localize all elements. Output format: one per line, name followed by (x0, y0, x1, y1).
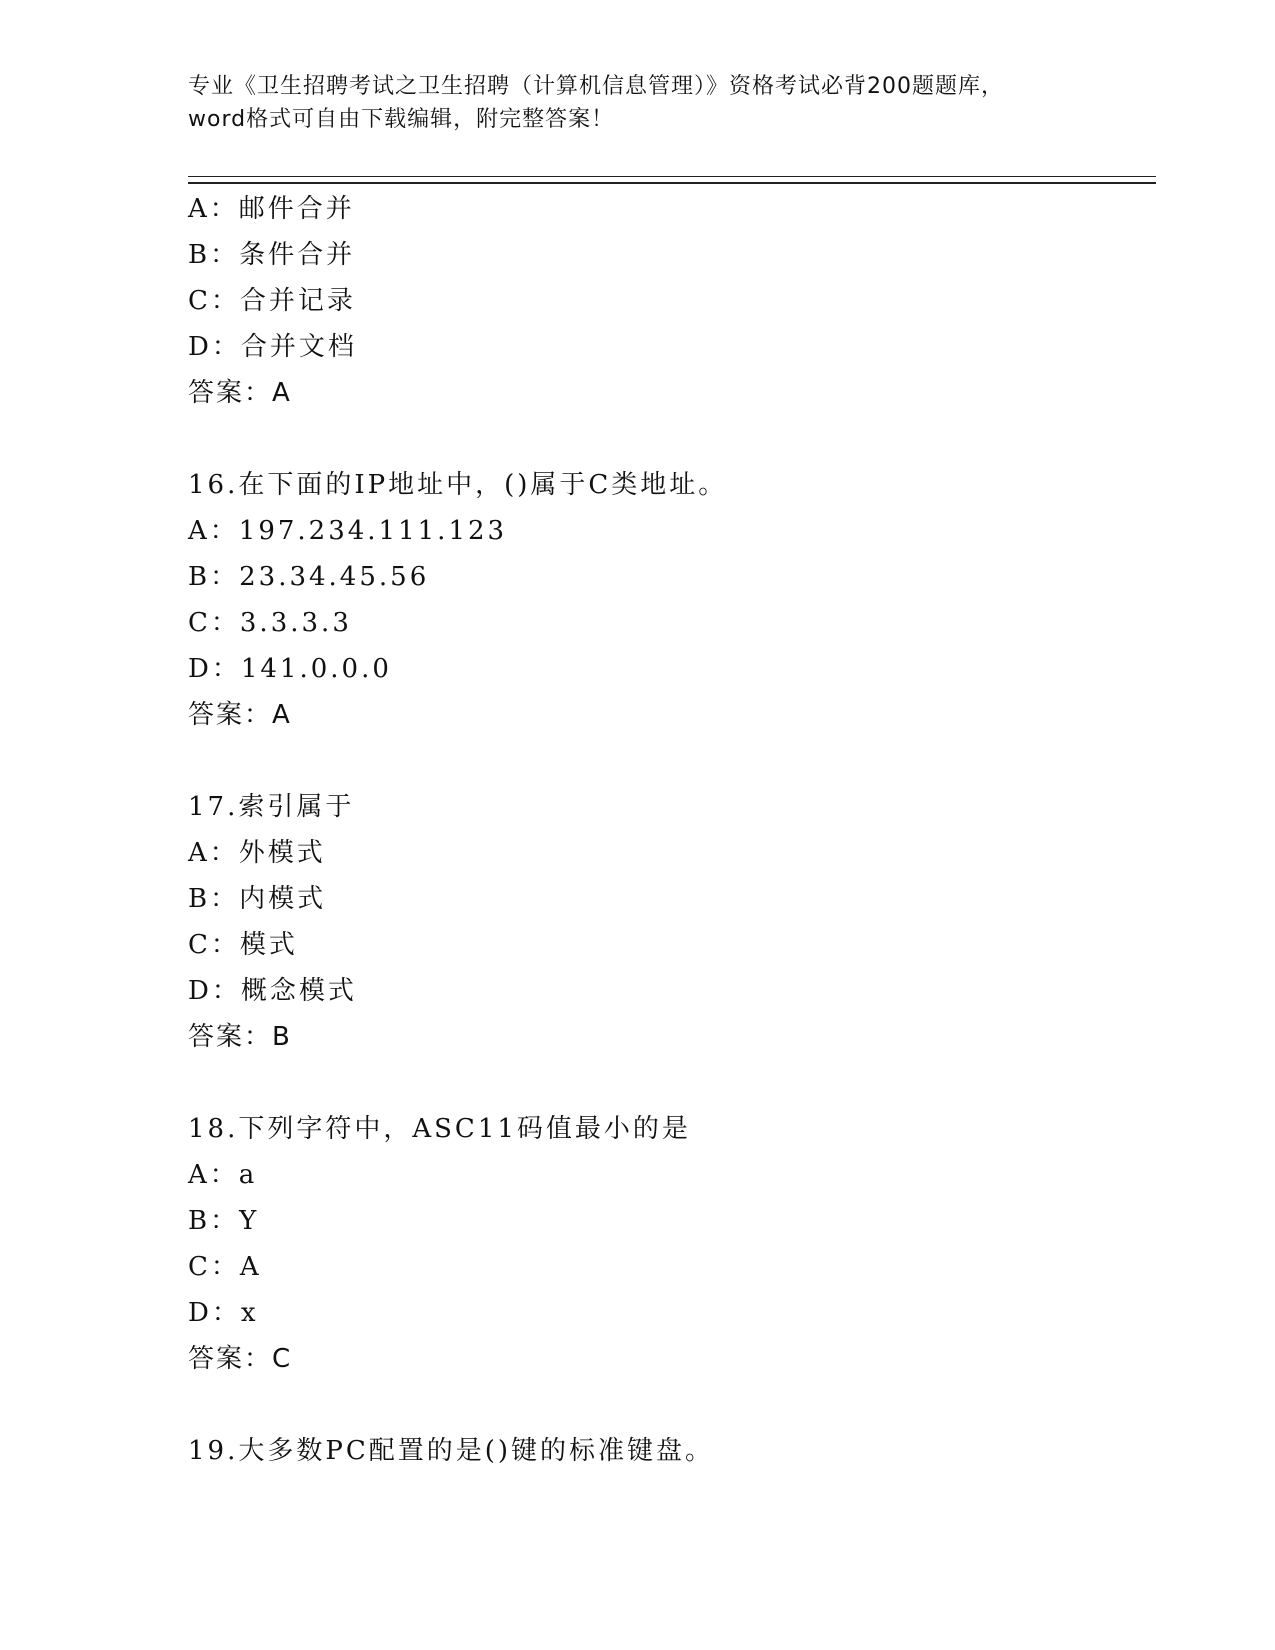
header-line-2: word格式可自由下载编辑，附完整答案！ (188, 107, 615, 132)
option-d: D：概念模式 (188, 976, 357, 1006)
question-text: 19.大多数PC配置的是()键的标准键盘。 (188, 1436, 715, 1466)
option-c: C：A (188, 1252, 262, 1282)
question-17 (188, 784, 1148, 1060)
spacer (188, 1382, 1148, 1428)
option-b: B：条件合并 (188, 240, 356, 270)
question-16 (188, 462, 1148, 738)
option-d: D：x (188, 1298, 259, 1328)
header-line-1: 专业《卫生招聘考试之卫生招聘（计算机信息管理）》资格考试必背200题题库， (188, 74, 1004, 99)
header-divider-top (188, 176, 1156, 177)
option-a: A：a (188, 1160, 258, 1190)
question-19 (188, 1428, 1148, 1474)
answer-line: 答案：B (188, 1022, 292, 1052)
question-text: 18.下列字符中，ASC11码值最小的是 (188, 1114, 691, 1144)
question-text: 17.索引属于 (188, 792, 355, 822)
answer-line: 答案：A (188, 378, 292, 408)
option-d: D：141.0.0.0 (188, 654, 392, 684)
question-text: 16.在下面的IP地址中，()属于C类地址。 (188, 470, 728, 500)
option-c: C：3.3.3.3 (188, 608, 352, 638)
question-18 (188, 1106, 1148, 1382)
answer-line: 答案：A (188, 700, 292, 730)
option-a: A：197.234.111.123 (188, 516, 508, 546)
question-15 (188, 186, 1148, 416)
option-a: A：外模式 (188, 838, 326, 868)
spacer (188, 738, 1148, 784)
option-b: B：Y (188, 1206, 260, 1236)
option-d: D：合并文档 (188, 332, 357, 362)
question-list (188, 186, 1148, 1474)
option-a: A：邮件合并 (188, 194, 355, 224)
answer-line: 答案：C (188, 1344, 293, 1374)
option-b: B：内模式 (188, 884, 327, 914)
spacer (188, 416, 1148, 462)
document-header (188, 70, 1088, 136)
option-b: B：23.34.45.56 (188, 562, 430, 592)
spacer (188, 1060, 1148, 1106)
option-c: C：合并记录 (188, 286, 356, 316)
header-divider-bottom (188, 182, 1156, 184)
option-c: C：模式 (188, 930, 298, 960)
